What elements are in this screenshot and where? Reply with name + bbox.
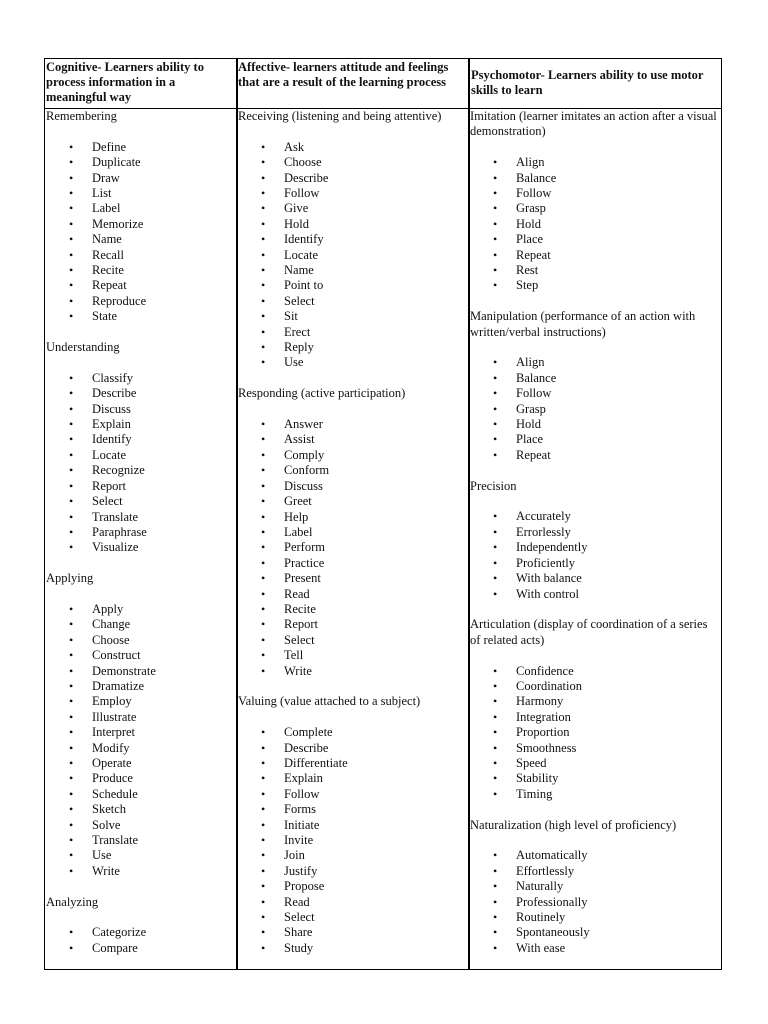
list-item: • Read bbox=[238, 895, 466, 910]
list-item: • Select bbox=[238, 294, 466, 309]
list-item: • Differentiate bbox=[238, 756, 466, 771]
list-item: • Reply bbox=[238, 340, 466, 355]
list-item: • Identify bbox=[238, 232, 466, 247]
list-item: • Routinely bbox=[470, 910, 720, 925]
psychomotor-section-title: Imitation (learner imitates an action after a visual demonstration) bbox=[470, 109, 717, 139]
list-item: • Recite bbox=[46, 263, 234, 278]
list-item: • Independently bbox=[470, 540, 720, 555]
affective-column bbox=[238, 109, 466, 972]
list-item: • Errorlessly bbox=[470, 525, 720, 540]
list-item: • Invite bbox=[238, 833, 466, 848]
list-item: • Grasp bbox=[470, 201, 720, 216]
list-item: • Describe bbox=[238, 171, 466, 186]
list-item: • With ease bbox=[470, 941, 720, 956]
header-cognitive: Cognitive- Learners ability to process information in a meaningful way bbox=[46, 60, 204, 104]
list-item: • Use bbox=[238, 355, 466, 370]
list-item: • Choose bbox=[46, 633, 234, 648]
list-item: • Categorize bbox=[46, 925, 234, 940]
list-item: • Place bbox=[470, 432, 720, 447]
list-item: • Operate bbox=[46, 756, 234, 771]
list-item: • Duplicate bbox=[46, 155, 234, 170]
psychomotor-section-title: Naturalization (high level of proficiency) bbox=[470, 817, 677, 832]
header-psychomotor: Psychomotor- Learners ability to use motor skills to learn bbox=[471, 68, 704, 97]
list-item: • Compare bbox=[46, 941, 234, 956]
list-item: • Memorize bbox=[46, 217, 234, 232]
psychomotor-verb-list bbox=[470, 155, 720, 294]
affective-verb-list bbox=[238, 417, 466, 679]
list-item: • Sit bbox=[238, 309, 466, 324]
list-item: • Present bbox=[238, 571, 466, 586]
list-item: • Solve bbox=[46, 818, 234, 833]
list-item: • Modify bbox=[46, 741, 234, 756]
list-item: • Construct bbox=[46, 648, 234, 663]
cognitive-section-title: Understanding bbox=[46, 340, 120, 355]
list-item: • Recite bbox=[238, 602, 466, 617]
list-item: • Draw bbox=[46, 171, 234, 186]
list-item: • Name bbox=[238, 263, 466, 278]
cognitive-column bbox=[46, 109, 234, 972]
list-item: • Place bbox=[470, 232, 720, 247]
psychomotor-verb-list bbox=[470, 509, 720, 601]
list-item: • Label bbox=[46, 201, 234, 216]
list-item: • Speed bbox=[470, 756, 720, 771]
psychomotor-verb-list bbox=[470, 664, 720, 803]
list-item: • Report bbox=[238, 617, 466, 632]
list-item: • Grasp bbox=[470, 402, 720, 417]
list-item: • Write bbox=[46, 864, 234, 879]
list-item: • Answer bbox=[238, 417, 466, 432]
list-item: • Schedule bbox=[46, 787, 234, 802]
list-item: • Stability bbox=[470, 771, 720, 786]
list-item: • Rest bbox=[470, 263, 720, 278]
list-item: • Integration bbox=[470, 710, 720, 725]
list-item: • Coordination bbox=[470, 679, 720, 694]
cognitive-verb-list bbox=[46, 602, 234, 879]
list-item: • Choose bbox=[238, 155, 466, 170]
list-item: • Translate bbox=[46, 833, 234, 848]
list-item: • Describe bbox=[238, 741, 466, 756]
list-item: • Select bbox=[238, 910, 466, 925]
list-item: • State bbox=[46, 309, 234, 324]
affective-verb-list bbox=[238, 140, 466, 371]
list-item: • Follow bbox=[470, 386, 720, 401]
cognitive-section-title: Analyzing bbox=[46, 894, 99, 909]
list-item: • Proficiently bbox=[470, 556, 720, 571]
list-item: • List bbox=[46, 186, 234, 201]
psychomotor-section-title: Manipulation (performance of an action with written/verbal instructions) bbox=[470, 309, 696, 339]
list-item: • Label bbox=[238, 525, 466, 540]
list-item: • Give bbox=[238, 201, 466, 216]
list-item: • Employ bbox=[46, 694, 234, 709]
taxonomy-table bbox=[44, 58, 722, 970]
cognitive-verb-list bbox=[46, 371, 234, 556]
list-item: • With control bbox=[470, 587, 720, 602]
list-item: • Step bbox=[470, 278, 720, 293]
list-item: • Follow bbox=[470, 186, 720, 201]
cognitive-section-title: Remembering bbox=[46, 109, 117, 123]
list-item: • Change bbox=[46, 617, 234, 632]
list-item: • Assist bbox=[238, 432, 466, 447]
psychomotor-section-title: Precision bbox=[470, 478, 517, 493]
list-item: • Align bbox=[470, 155, 720, 170]
list-item: • Demonstrate bbox=[46, 664, 234, 679]
list-item: • Harmony bbox=[470, 694, 720, 709]
cognitive-section-title: Applying bbox=[46, 571, 94, 586]
list-item: • Classify bbox=[46, 371, 234, 386]
list-item: • Repeat bbox=[470, 248, 720, 263]
cognitive-verb-list bbox=[46, 140, 234, 325]
list-item: • Locate bbox=[46, 448, 234, 463]
list-item: • Identify bbox=[46, 432, 234, 447]
list-item: • Smoothness bbox=[470, 741, 720, 756]
list-item: • Repeat bbox=[470, 448, 720, 463]
list-item: • Translate bbox=[46, 510, 234, 525]
list-item: • Ask bbox=[238, 140, 466, 155]
cognitive-verb-list bbox=[46, 925, 234, 956]
affective-verb-list bbox=[238, 725, 466, 956]
list-item: • Spontaneously bbox=[470, 925, 720, 940]
list-item: • Follow bbox=[238, 186, 466, 201]
list-item: • Balance bbox=[470, 171, 720, 186]
psychomotor-verb-list bbox=[470, 355, 720, 463]
affective-section-title: Responding (active participation) bbox=[238, 386, 406, 401]
list-item: • Comply bbox=[238, 448, 466, 463]
psychomotor-verb-list bbox=[470, 848, 720, 956]
list-item: • Locate bbox=[238, 248, 466, 263]
list-item: • Balance bbox=[470, 371, 720, 386]
header-affective: Affective- learners attitude and feelings that are a result of the learning process bbox=[238, 60, 449, 89]
list-item: • Point to bbox=[238, 278, 466, 293]
list-item: • Follow bbox=[238, 787, 466, 802]
list-item: • Apply bbox=[46, 602, 234, 617]
list-item: • Write bbox=[238, 664, 466, 679]
list-item: • Dramatize bbox=[46, 679, 234, 694]
list-item: • Timing bbox=[470, 787, 720, 802]
list-item: • Repeat bbox=[46, 278, 234, 293]
list-item: • Explain bbox=[238, 771, 466, 786]
list-item: • Complete bbox=[238, 725, 466, 740]
list-item: • Name bbox=[46, 232, 234, 247]
psychomotor-section-title: Articulation (display of coordination of a series of related acts) bbox=[470, 617, 708, 647]
list-item: • Recognize bbox=[46, 463, 234, 478]
list-item: • Forms bbox=[238, 802, 466, 817]
affective-section-title: Valuing (value attached to a subject) bbox=[238, 694, 421, 709]
list-item: • Discuss bbox=[238, 479, 466, 494]
list-item: • Conform bbox=[238, 463, 466, 478]
list-item: • Sketch bbox=[46, 802, 234, 817]
list-item: • Hold bbox=[470, 217, 720, 232]
list-item: • Align bbox=[470, 355, 720, 370]
table-header-row bbox=[45, 59, 721, 109]
list-item: • Use bbox=[46, 848, 234, 863]
psychomotor-column bbox=[470, 109, 720, 972]
list-item: • Read bbox=[238, 587, 466, 602]
list-item: • Tell bbox=[238, 648, 466, 663]
list-item: • Report bbox=[46, 479, 234, 494]
list-item: • Accurately bbox=[470, 509, 720, 524]
list-item: • Hold bbox=[470, 417, 720, 432]
list-item: • Explain bbox=[46, 417, 234, 432]
list-item: • Confidence bbox=[470, 664, 720, 679]
list-item: • Illustrate bbox=[46, 710, 234, 725]
list-item: • Effortlessly bbox=[470, 864, 720, 879]
list-item: • Select bbox=[238, 633, 466, 648]
list-item: • Help bbox=[238, 510, 466, 525]
list-item: • Naturally bbox=[470, 879, 720, 894]
list-item: • Study bbox=[238, 941, 466, 956]
list-item: • Describe bbox=[46, 386, 234, 401]
list-item: • Automatically bbox=[470, 848, 720, 863]
list-item: • Paraphrase bbox=[46, 525, 234, 540]
list-item: • Discuss bbox=[46, 402, 234, 417]
list-item: • Select bbox=[46, 494, 234, 509]
list-item: • Perform bbox=[238, 540, 466, 555]
list-item: • Initiate bbox=[238, 818, 466, 833]
list-item: • Recall bbox=[46, 248, 234, 263]
list-item: • Interpret bbox=[46, 725, 234, 740]
list-item: • Define bbox=[46, 140, 234, 155]
list-item: • Justify bbox=[238, 864, 466, 879]
list-item: • Share bbox=[238, 925, 466, 940]
list-item: • Erect bbox=[238, 325, 466, 340]
affective-section-title: Receiving (listening and being attentive) bbox=[238, 109, 442, 123]
list-item: • Greet bbox=[238, 494, 466, 509]
list-item: • Reproduce bbox=[46, 294, 234, 309]
list-item: • Practice bbox=[238, 556, 466, 571]
list-item: • Propose bbox=[238, 879, 466, 894]
list-item: • Hold bbox=[238, 217, 466, 232]
list-item: • With balance bbox=[470, 571, 720, 586]
list-item: • Join bbox=[238, 848, 466, 863]
list-item: • Produce bbox=[46, 771, 234, 786]
list-item: • Visualize bbox=[46, 540, 234, 555]
list-item: • Professionally bbox=[470, 895, 720, 910]
list-item: • Proportion bbox=[470, 725, 720, 740]
